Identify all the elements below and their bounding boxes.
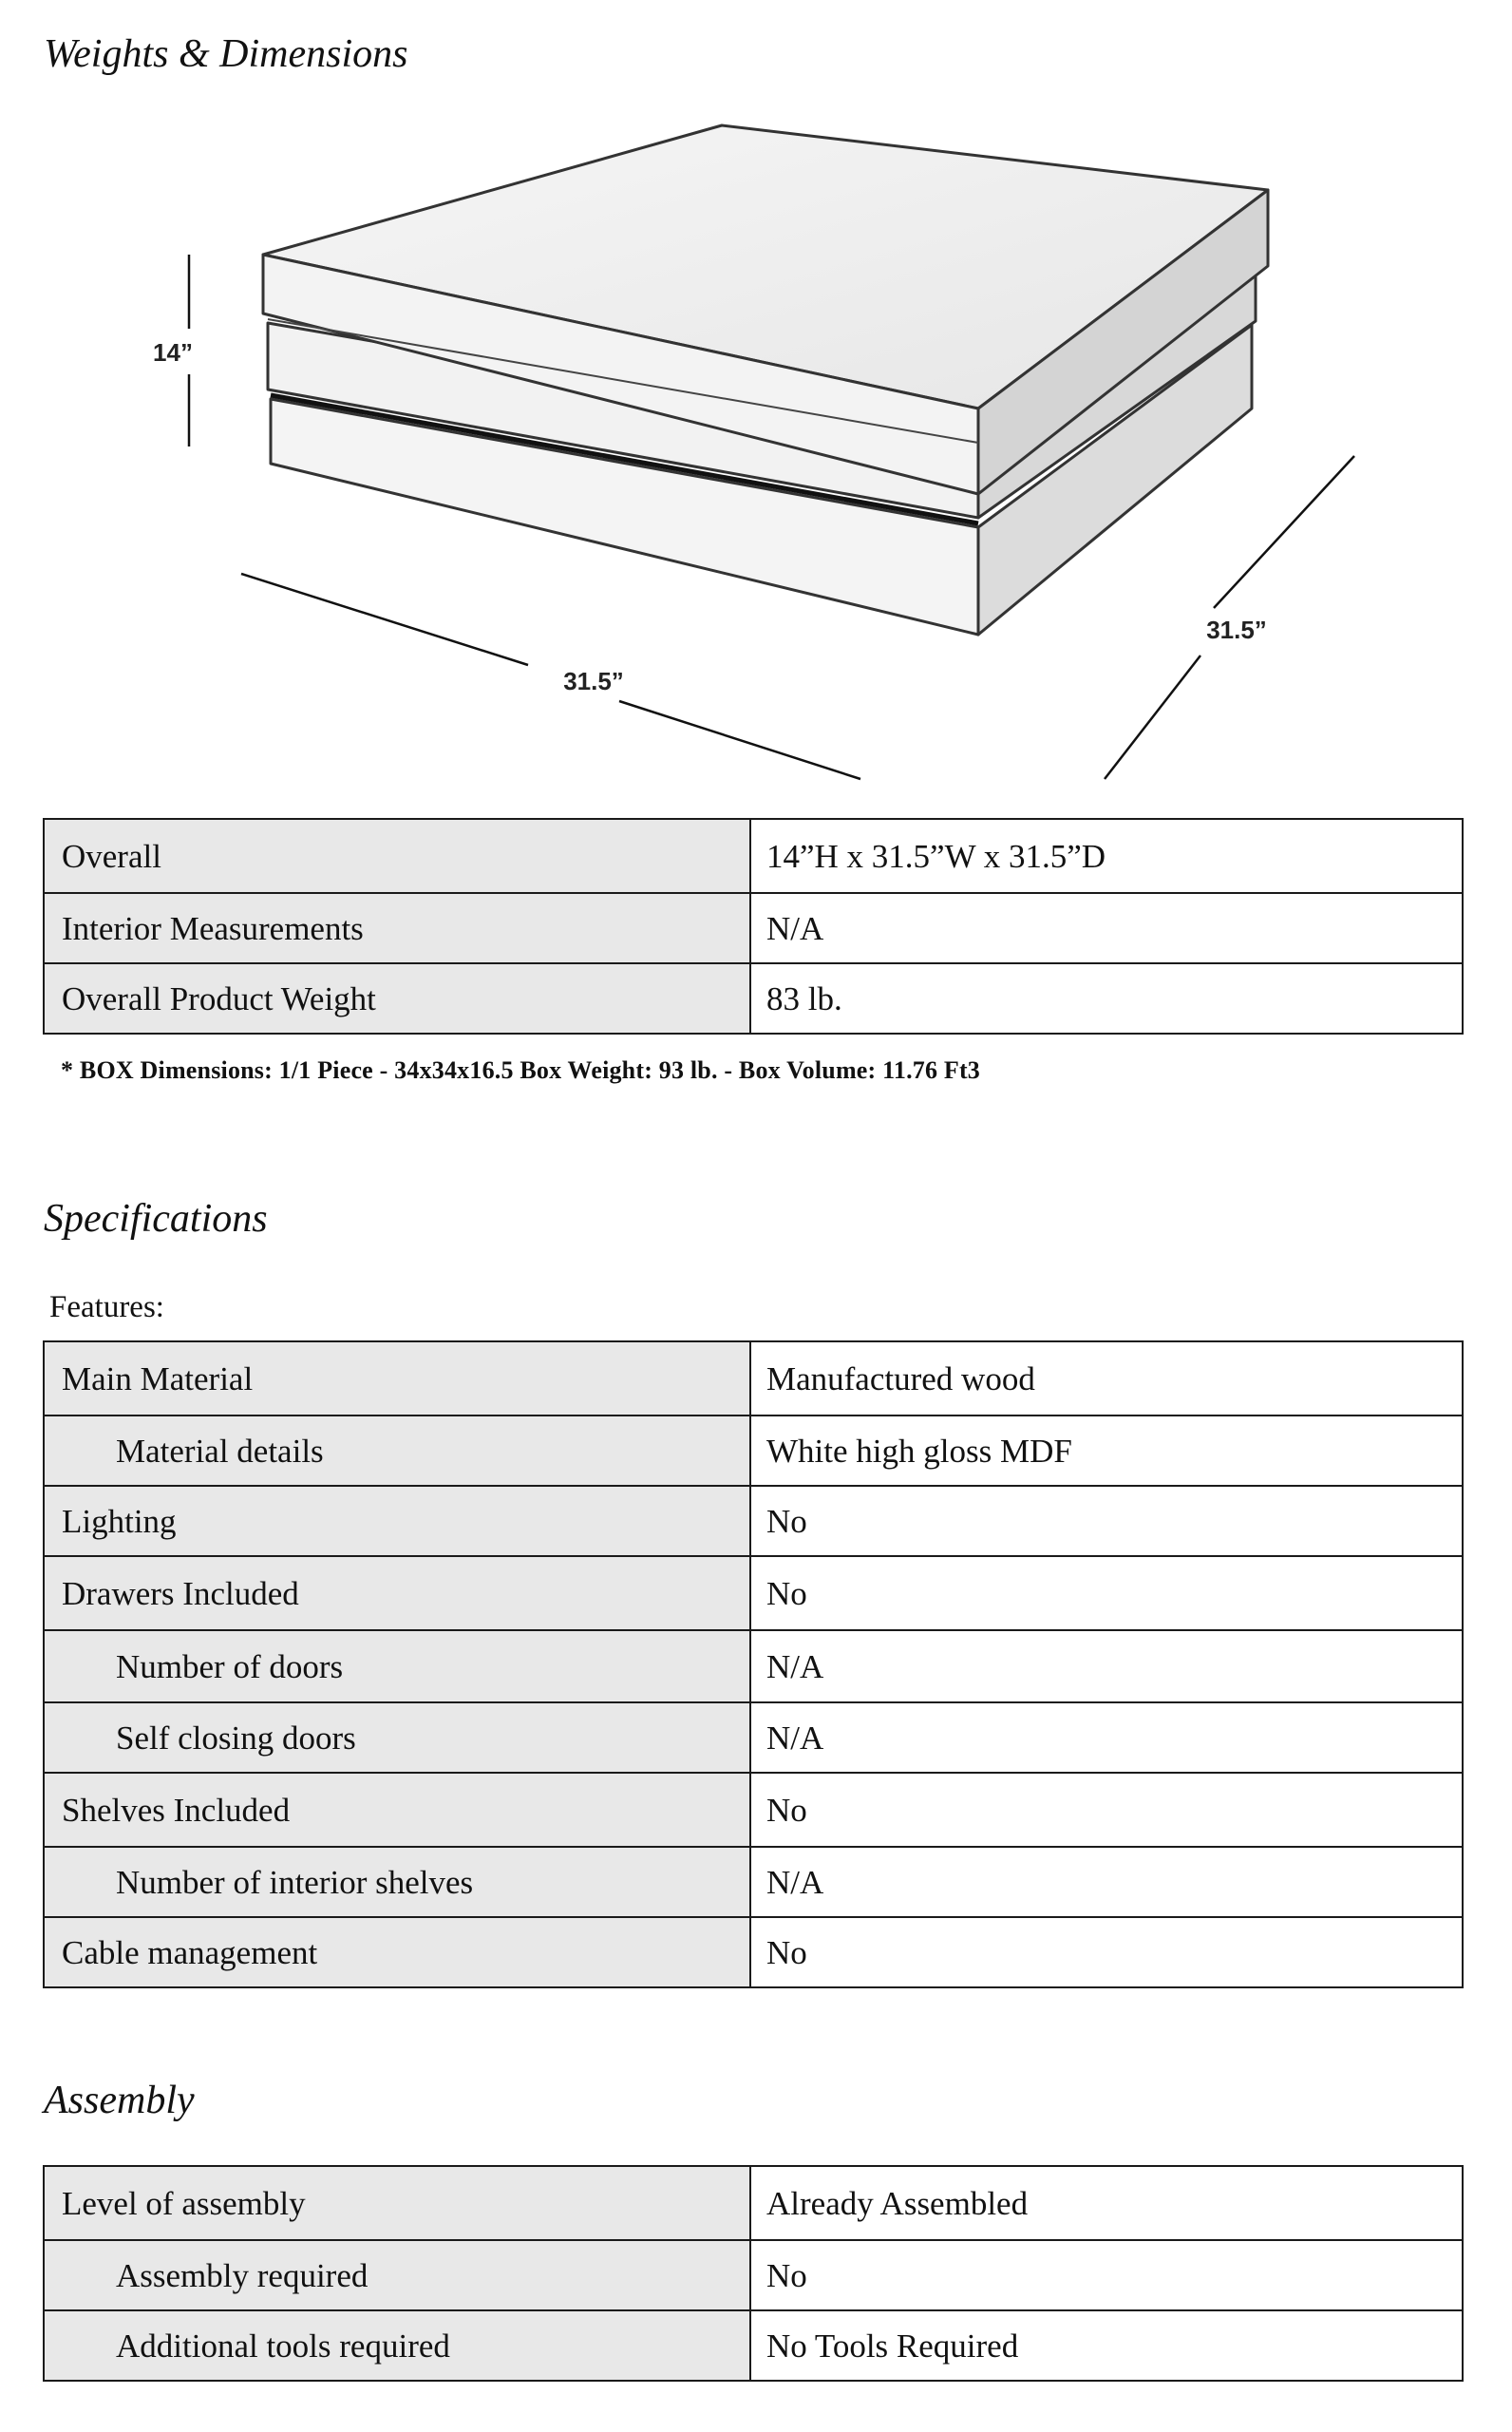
table-row: [44, 1556, 1463, 1630]
table-row: [44, 2166, 1463, 2240]
table-row: [44, 893, 1463, 963]
specifications-table: [43, 1340, 1464, 1988]
table-row: [44, 1847, 1463, 1917]
row-value: No: [750, 1556, 1463, 1630]
assembly-table: [43, 2165, 1464, 2382]
product-dimension-diagram: [0, 86, 1512, 798]
row-value: 83 lb.: [750, 963, 1463, 1034]
row-label: Interior Measurements: [44, 893, 750, 963]
row-value: N/A: [750, 1630, 1463, 1702]
height-dimension-label: 14”: [153, 338, 193, 367]
width-dimension-label: 31.5”: [563, 667, 624, 695]
dimensions-table: [43, 818, 1464, 1035]
specifications-heading: Specifications: [44, 1197, 268, 1241]
row-label: Self closing doors: [44, 1702, 750, 1773]
row-value: No: [750, 1486, 1463, 1556]
row-value: N/A: [750, 893, 1463, 963]
table-row: [44, 1917, 1463, 1987]
row-value: N/A: [750, 1702, 1463, 1773]
row-value: No: [750, 1773, 1463, 1847]
table-row: [44, 1341, 1463, 1416]
coffee-table-sketch: [263, 125, 1268, 635]
table-row: [44, 2240, 1463, 2310]
table-row: [44, 1630, 1463, 1702]
row-label: Overall Product Weight: [44, 963, 750, 1034]
row-value: No: [750, 2240, 1463, 2310]
table-row: [44, 819, 1463, 893]
table-row: [44, 2310, 1463, 2381]
table-row: [44, 1416, 1463, 1486]
row-label: Number of interior shelves: [44, 1847, 750, 1917]
row-value: 14”H x 31.5”W x 31.5”D: [750, 819, 1463, 893]
features-subheading: Features:: [49, 1290, 164, 1324]
table-row: [44, 1773, 1463, 1847]
table-row: [44, 1702, 1463, 1773]
row-label: Shelves Included: [44, 1773, 750, 1847]
row-label: Lighting: [44, 1486, 750, 1556]
row-value: Manufactured wood: [750, 1341, 1463, 1416]
table-row: [44, 963, 1463, 1034]
depth-dimension-label: 31.5”: [1206, 616, 1267, 644]
row-label: Main Material: [44, 1341, 750, 1416]
row-label: Number of doors: [44, 1630, 750, 1702]
row-label: Additional tools required: [44, 2310, 750, 2381]
box-dimensions-note: * BOX Dimensions: 1/1 Piece - 34x34x16.5 Box Weight: 93 lb. - Box Volume: 11.76 Ft3: [61, 1056, 981, 1084]
row-value: White high gloss MDF: [750, 1416, 1463, 1486]
row-label: Level of assembly: [44, 2166, 750, 2240]
weights-dimensions-heading: Weights & Dimensions: [44, 32, 408, 76]
row-value: Already Assembled: [750, 2166, 1463, 2240]
row-value: N/A: [750, 1847, 1463, 1917]
row-label: Material details: [44, 1416, 750, 1486]
row-label: Cable management: [44, 1917, 750, 1987]
row-label: Drawers Included: [44, 1556, 750, 1630]
row-value: No: [750, 1917, 1463, 1987]
assembly-heading: Assembly: [44, 2079, 195, 2122]
row-value: No Tools Required: [750, 2310, 1463, 2381]
table-row: [44, 1486, 1463, 1556]
row-label: Assembly required: [44, 2240, 750, 2310]
row-label: Overall: [44, 819, 750, 893]
